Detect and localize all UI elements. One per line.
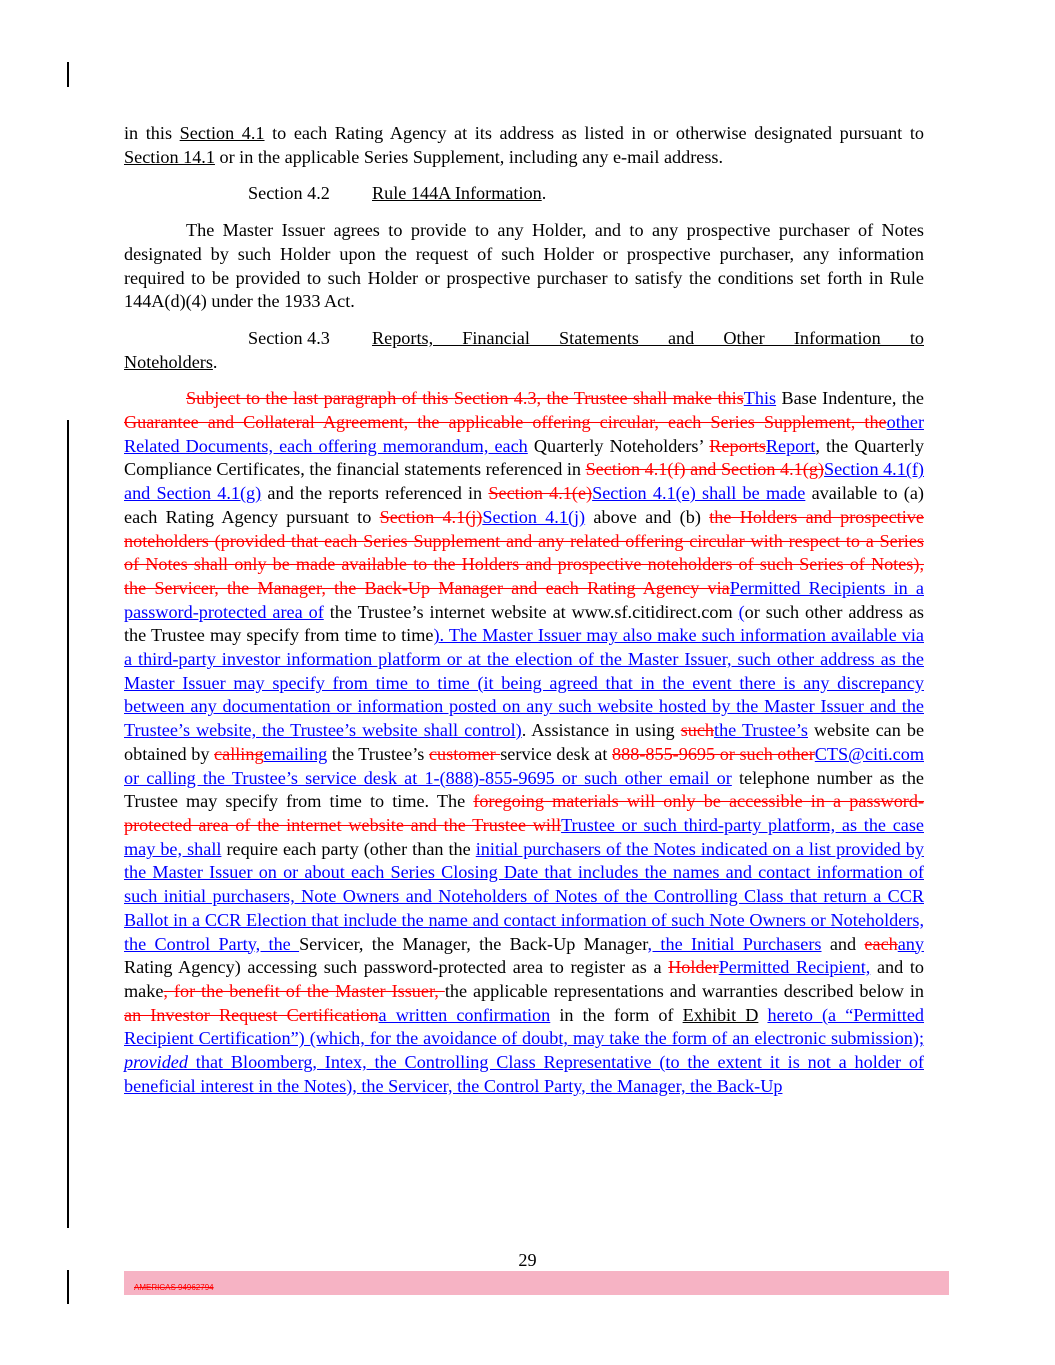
text: require each party (other than the — [221, 838, 476, 859]
inserted-text: Permitted Recipients in a password-protected area of — [124, 577, 924, 622]
change-bar-top — [67, 62, 69, 87]
section-4-2-heading — [124, 182, 924, 206]
text: the Trustee’s internet website at www.sf.citidirect.com — [323, 601, 739, 622]
inserted-text: Section 4.1(e) shall be made — [592, 483, 806, 504]
text: Rating Agency) accessing such password-protected area to register as a — [124, 957, 669, 978]
inserted-text: any — [897, 933, 924, 954]
change-bar-left — [67, 420, 69, 1228]
deleted-text: customer — [428, 743, 501, 764]
deleted-text: Holder — [668, 957, 719, 978]
text: to each Rating Agency at its address as listed in or otherwise designated pursuant to — [264, 123, 924, 143]
section-title-line1: Reports, Financial Statements and Other Information to — [372, 327, 924, 348]
footer-band — [124, 1271, 949, 1295]
inserted-text: Permitted Recipient, — [718, 957, 871, 978]
change-bar-bottom — [67, 1270, 69, 1304]
section-title: Rule 144A Information — [372, 183, 542, 204]
inserted-text: other Related Documents, each offering memorandum, each — [124, 412, 924, 456]
inserted-text: initial purchasers of the Notes indicated on a list provided by the Master Issuer on or about each Series Closing Date that includes the names and contact information of such initial purchasers, Note Owners and Noteholders of Notes of the Controlling Class that return a CCR Ballot in a CCR Election that include the name and contact information of such Note Owners or Noteholders, the Control Party, the — [124, 838, 924, 954]
deleted-text: Section 4.1(f) — [585, 459, 686, 480]
text: Servicer, the Manager, the Back-Up Manager — [299, 933, 648, 954]
text: . Assistance in using — [521, 720, 681, 741]
section-ref-4-1: Section 4.1 — [179, 123, 265, 143]
text: Base Indenture, the — [776, 388, 924, 409]
section-4-3-heading — [124, 327, 924, 374]
text: Quarterly Noteholders’ — [527, 435, 710, 456]
deleted-text: such — [680, 720, 715, 741]
deleted-text: Reports — [709, 435, 766, 456]
text: the applicable representations and warranties described below in — [444, 980, 924, 1001]
text: in this — [124, 123, 180, 143]
text: telephone number as the Trustee may specify from time to time. The — [124, 767, 924, 812]
inserted-text: CTS@citi.com or calling the Trustee’s service desk at 1-(888)-855-9695 or such other email or — [124, 743, 924, 788]
inserted-text: Report — [765, 435, 816, 456]
inserted-text: ( — [738, 601, 745, 622]
inserted-text: provided — [124, 1052, 188, 1073]
text: above and (b) — [585, 506, 710, 527]
text: , the Quarterly Compliance Certificates, the financial statements referenced in — [124, 435, 925, 480]
text: in the form of — [550, 1004, 683, 1025]
deleted-text: Guarantee and Collateral Agreement, the applicable offering circular, each Series Supplement, the — [124, 412, 887, 433]
text: service desk at — [500, 743, 613, 764]
deleted-text: Section 4.1(g) — [720, 459, 824, 480]
text: or such other address as the Trustee may specify from time to time — [124, 601, 925, 646]
deleted-text: the Holders and prospective noteholders (provided that each Series Supplement and any related offering circular with respect to a Series of Notes shall only be made available to the Holders and prospective noteholders of such Series of Notes), the Servicer, the Manager, the Back-Up Manager and each Rating Agency via — [124, 506, 924, 598]
page-number: 29 — [518, 1250, 537, 1270]
document-id: AMERICAS 94962794 — [134, 1283, 214, 1292]
inserted-text: Section 4.1(j) — [482, 506, 586, 527]
deleted-text: and — [685, 459, 721, 480]
inserted-text: the Trustee’s — [714, 720, 808, 741]
inserted-text: hereto (a “Permitted Recipient Certification”) (which, for the avoidance of doubt, may take the form of an electronic submission); — [124, 1004, 925, 1049]
text: available to (a) each Rating Agency pursuant to — [124, 483, 924, 527]
deleted-text: each — [864, 933, 898, 954]
text: and the reports referenced in — [261, 483, 489, 504]
exhibit-ref: Exhibit D — [682, 1004, 759, 1025]
deleted-text: , for the benefit of the Master Issuer, — [163, 980, 445, 1001]
inserted-text: This — [743, 388, 777, 409]
section-number: Section 4.2 — [248, 183, 330, 204]
section-4-1-continuation — [124, 122, 924, 169]
inserted-text: , the Initial Purchasers — [647, 933, 822, 954]
section-4-2-body: The Master Issuer agrees to provide to any Holder, and to any prospective purchaser of Notes designated by such Holder upon the request of such Holder or prospective purchaser, any information required to be provided to such Holder or prospective purchaser to satisfy the conditions set forth in Rule 144A(d)(4) under the 1933 Act. — [124, 220, 924, 312]
section-ref-14-1: Section 14.1 — [124, 146, 215, 167]
deleted-text: 888-855-9695 or such other — [612, 743, 815, 764]
document-page — [124, 122, 924, 1098]
section-4-3-body — [124, 387, 924, 1098]
section-title-line2: Noteholders — [124, 351, 213, 372]
inserted-text: that Bloomberg, Intex, the Controlling Class Representative (to the extent it is not a holder of beneficial interest in the Notes), the Servicer, the Control Party, the Manager, the Back-Up — [124, 1052, 924, 1096]
inserted-text: Trustee or such third-party platform, as the case may be, shall — [124, 814, 924, 859]
deleted-text: Section 4.1(j) — [379, 506, 483, 527]
deleted-text: , the Trustee shall make this — [536, 388, 744, 409]
text: and — [821, 933, 865, 954]
text: website can be obtained by — [124, 720, 925, 764]
inserted-text: emailing — [263, 743, 328, 764]
text: the Trustee’s — [327, 743, 429, 764]
deleted-text: Subject to the last paragraph of this — [186, 388, 454, 409]
text: or in the applicable Series Supplement, including any e-mail address. — [214, 146, 724, 167]
punctuation: . — [212, 351, 218, 372]
deleted-text: Section 4.1(e) — [488, 483, 593, 504]
punctuation: . — [541, 183, 547, 204]
section-number: Section 4.3 — [248, 327, 330, 348]
deleted-text: calling — [214, 743, 264, 764]
deleted-text: Section 4.3 — [453, 388, 537, 409]
inserted-text: Section 4.1(f) and Section 4.1(g) — [124, 459, 924, 504]
inserted-text: ). The Master Issuer may also make such information available via a third-party investor information platform or at the election of the Master Issuer, such other address as the Master Issuer may specify from time to time (it being agreed that in the event there is any discrepancy between any documentation or information posted on any such website hosted by the Master Issuer and the Trustee’s website, the Trustee’s website shall control) — [124, 625, 924, 741]
deleted-text: an Investor Request Certification — [124, 1004, 379, 1025]
text: and to make — [124, 957, 924, 1001]
inserted-text: a written confirmation — [378, 1004, 551, 1025]
deleted-text: foregoing materials will only be accessible in a password-protected area of the internet website and the Trustee will — [124, 791, 925, 835]
